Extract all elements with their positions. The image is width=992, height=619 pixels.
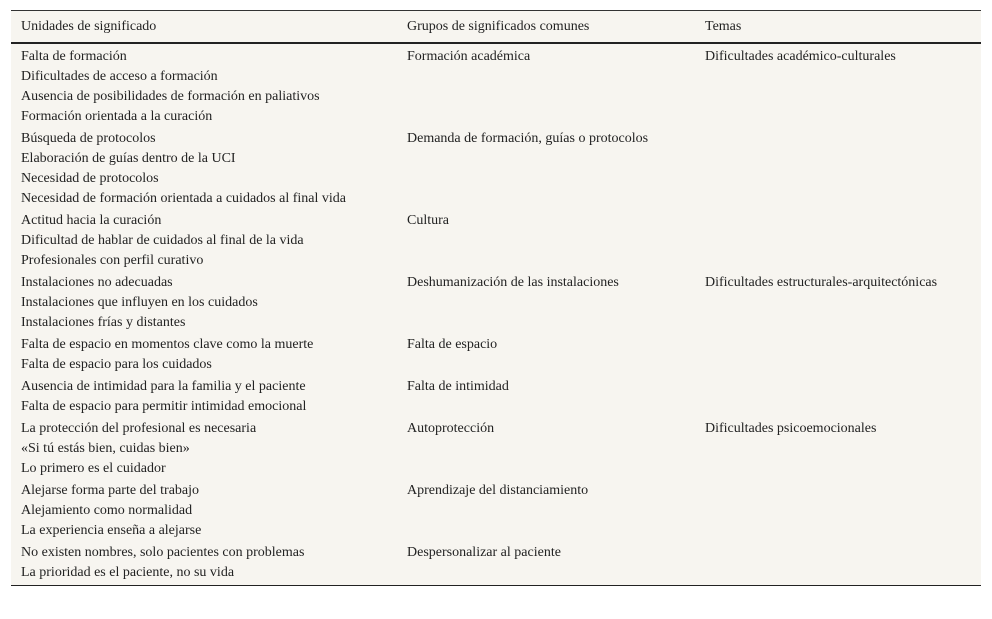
cell-group: Cultura	[407, 213, 449, 228]
meaning-unit: Falta de espacio para los cuidados	[21, 357, 212, 372]
cell-group: Falta de intimidad	[407, 379, 509, 394]
cell-units	[11, 127, 397, 209]
meaning-unit: Falta de espacio para permitir intimidad emocional	[21, 399, 307, 414]
cell-group: Aprendizaje del distanciamiento	[407, 483, 589, 498]
cell-units	[11, 541, 397, 586]
header-units: Unidades de significado	[11, 11, 397, 44]
cell-group: Formación académica	[407, 49, 531, 64]
meaning-unit: La protección del profesional es necesaria	[21, 421, 257, 436]
meaning-unit: Búsqueda de protocolos	[21, 131, 156, 146]
cell-group: Falta de espacio	[407, 337, 498, 352]
cell-units	[11, 209, 397, 271]
meaning-unit: Instalaciones no adecuadas	[21, 275, 173, 290]
meaning-unit: Alejamiento como normalidad	[21, 503, 193, 518]
table-row	[11, 333, 981, 375]
meaning-unit: Necesidad de protocolos	[21, 171, 159, 186]
table-row	[11, 209, 981, 271]
results-table-container	[11, 10, 981, 586]
table-row	[11, 271, 981, 333]
meaning-unit: Instalaciones frías y distantes	[21, 315, 186, 330]
meaning-unit: Formación orientada a la curación	[21, 109, 213, 124]
cell-units	[11, 417, 397, 479]
meaning-unit: Ausencia de intimidad para la familia y el paciente	[21, 379, 306, 394]
header-groups: Grupos de significados comunes	[397, 11, 695, 44]
table-header	[11, 11, 981, 44]
meaning-unit: Profesionales con perfil curativo	[21, 253, 204, 268]
meaning-unit: «Si tú estás bien, cuidas bien»	[21, 441, 190, 456]
header-row	[11, 11, 981, 44]
meaning-unit: Alejarse forma parte del trabajo	[21, 483, 200, 498]
cell-theme	[695, 209, 981, 271]
cell-theme: Dificultades académico-culturales	[705, 49, 896, 64]
meaning-unit: La prioridad es el paciente, no su vida	[21, 565, 235, 580]
table-row	[11, 375, 981, 417]
cell-theme	[695, 375, 981, 417]
meaning-unit: La experiencia enseña a alejarse	[21, 523, 202, 538]
cell-theme	[695, 541, 981, 586]
cell-group: Despersonalizar al paciente	[397, 541, 695, 586]
cell-group: Demanda de formación, guías o protocolos	[407, 131, 649, 146]
cell-units	[11, 271, 397, 333]
cell-theme	[695, 479, 981, 541]
meaning-unit: Actitud hacia la curación	[21, 213, 162, 228]
table-row	[11, 127, 981, 209]
cell-units	[11, 375, 397, 417]
table-body	[11, 43, 981, 586]
meaning-unit: Falta de formación	[21, 49, 127, 64]
table-row	[11, 43, 981, 127]
meaning-unit: Ausencia de posibilidades de formación en paliativos	[21, 89, 320, 104]
cell-theme: Dificultades estructurales-arquitectónicas	[705, 275, 938, 290]
meaning-unit: Instalaciones que influyen en los cuidados	[21, 295, 258, 310]
header-themes: Temas	[695, 11, 981, 44]
results-table	[11, 10, 981, 586]
meaning-unit: Elaboración de guías dentro de la UCI	[21, 151, 236, 166]
table-row	[11, 541, 981, 586]
cell-units	[11, 479, 397, 541]
cell-units	[11, 43, 397, 127]
cell-theme: Dificultades psicoemocionales	[705, 421, 877, 436]
cell-theme	[695, 333, 981, 375]
meaning-unit: Dificultades de acceso a formación	[21, 69, 218, 84]
meaning-unit: Necesidad de formación orientada a cuidados al final vida	[21, 191, 346, 206]
meaning-unit: Dificultad de hablar de cuidados al final de la vida	[21, 233, 304, 248]
table-row	[11, 417, 981, 479]
meaning-unit: Falta de espacio en momentos clave como la muerte	[21, 337, 314, 352]
cell-group: Autoprotección	[407, 421, 495, 436]
meaning-unit: No existen nombres, solo pacientes con problemas	[21, 545, 305, 560]
cell-group: Deshumanización de las instalaciones	[407, 275, 619, 290]
cell-units	[11, 333, 397, 375]
meaning-unit: Lo primero es el cuidador	[21, 461, 166, 476]
cell-theme	[695, 127, 981, 209]
table-row	[11, 479, 981, 541]
